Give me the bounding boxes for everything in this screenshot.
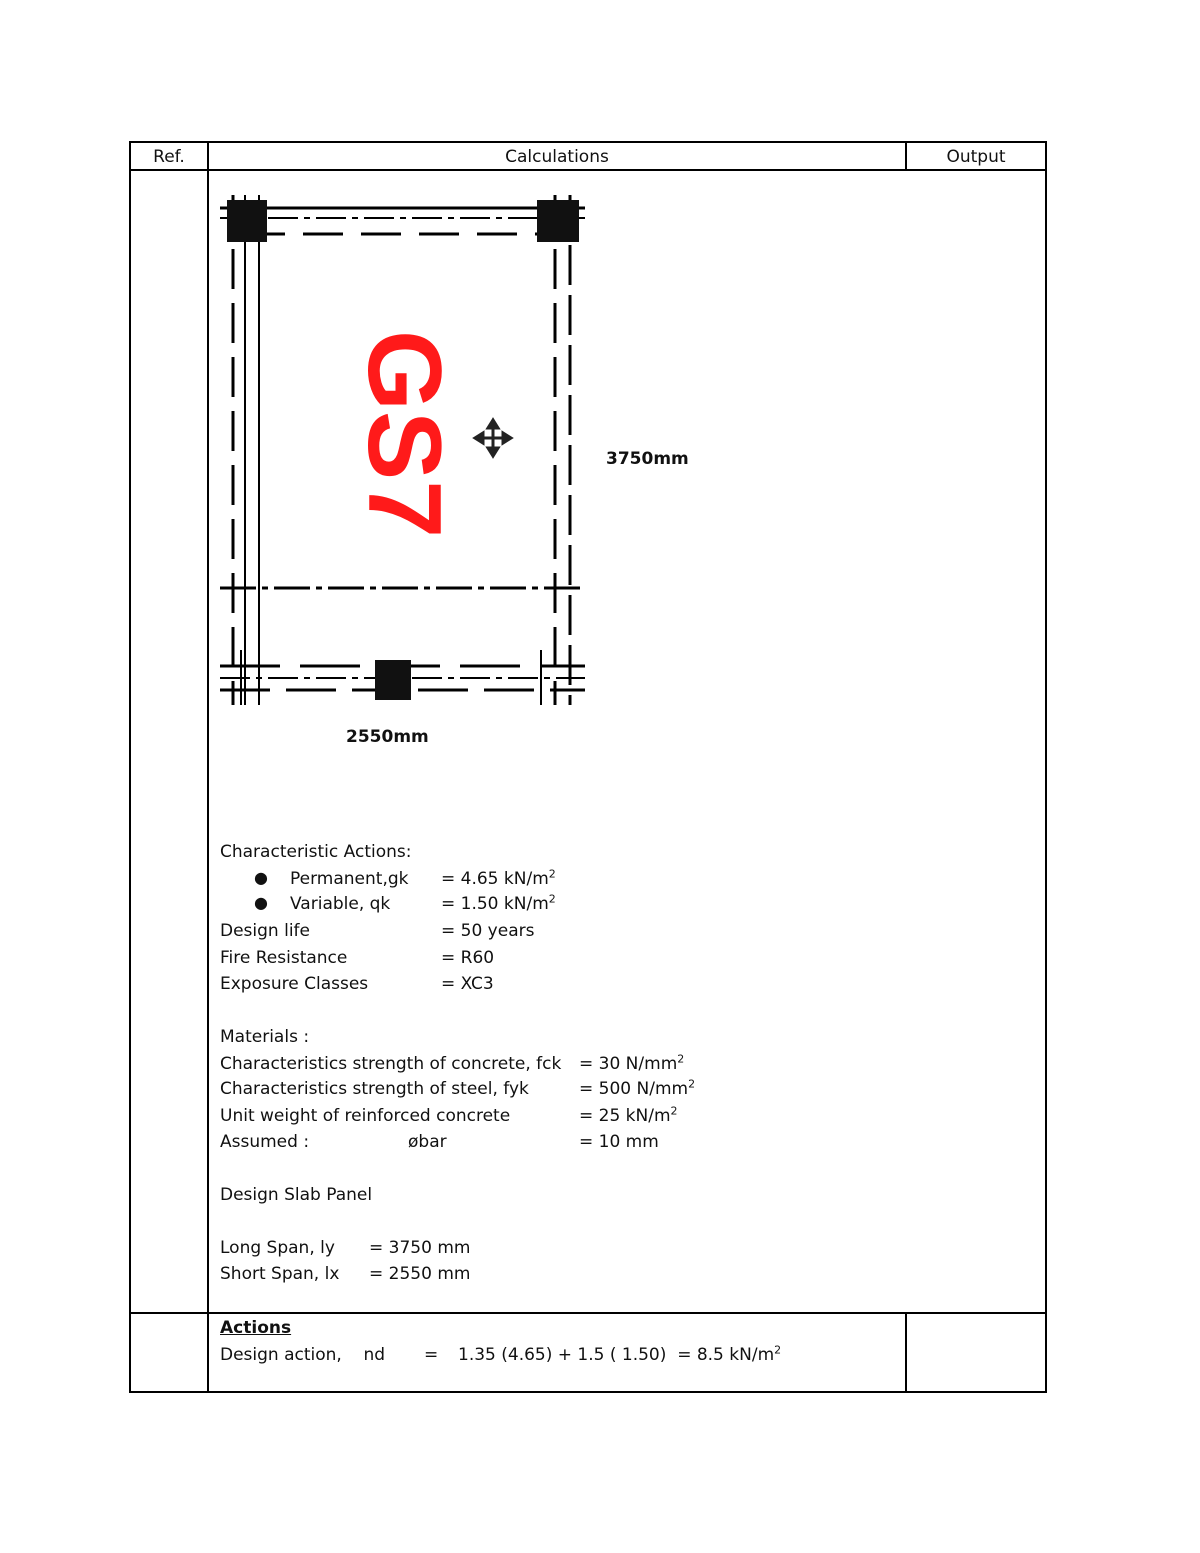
- panel-label: GS7: [346, 330, 462, 539]
- actions-heading: Actions: [220, 1318, 292, 1338]
- fyk-value: = 500 $N/mm^2$: [579, 1077, 696, 1099]
- table-bottom-border: [129, 1391, 1047, 1393]
- table-left-border: [129, 141, 131, 1393]
- column-top-right: [537, 200, 579, 242]
- short-dimension-label: 2550mm: [346, 727, 429, 747]
- long-dimension-label: 3750mm: [606, 449, 689, 469]
- bullet-icon: ●: [254, 893, 268, 912]
- design-slab-heading: Design Slab Panel: [220, 1185, 373, 1205]
- row-divider: [129, 1312, 1047, 1314]
- long-span-label: Long Span, ly: [220, 1238, 335, 1258]
- design-action-expression: 1.35 (4.65) + 1.5 ( 1.50) = 8.5 $kN/m^2$: [458, 1343, 782, 1365]
- unit-weight-value: = 25 $kN/m^2$: [579, 1104, 678, 1126]
- fck-value: = 30 $N/mm^2$: [579, 1052, 685, 1074]
- permanent-value: = 4.65 $kN/m^2$: [441, 867, 556, 889]
- header-calculations: Calculations: [505, 147, 609, 167]
- output-column-divider-bottom: [905, 1312, 907, 1393]
- bullet-icon: ●: [254, 868, 268, 887]
- unit-weight-label: Unit weight of reinforced concrete: [220, 1106, 511, 1126]
- ref-column-divider: [207, 141, 209, 1393]
- column-top-left: [227, 200, 267, 242]
- variable-value: = 1.50 $kN/m^2$: [441, 892, 556, 914]
- fire-resistance-value: = R60: [441, 948, 495, 968]
- column-bottom-middle: [375, 660, 411, 700]
- table-top-border: [129, 141, 1047, 143]
- assumed-label: Assumed :: [220, 1132, 310, 1152]
- permanent-label: Permanent,gk: [290, 869, 409, 889]
- fck-label: Characteristics strength of concrete, fck: [220, 1054, 562, 1074]
- variable-label: Variable, qk: [290, 894, 391, 914]
- fire-resistance-label: Fire Resistance: [220, 948, 348, 968]
- assumed-symbol: øbar: [408, 1132, 447, 1152]
- exposure-classes-label: Exposure Classes: [220, 974, 369, 994]
- header-output: Output: [946, 147, 1006, 167]
- table-right-border: [1045, 141, 1047, 1393]
- characteristic-actions-heading: Characteristic Actions:: [220, 842, 412, 862]
- design-life-label: Design life: [220, 921, 310, 941]
- long-span-value: = 3750 mm: [369, 1238, 471, 1258]
- design-life-value: = 50 years: [441, 921, 535, 941]
- short-span-value: = 2550 mm: [369, 1264, 471, 1284]
- header-ref: Ref.: [153, 147, 185, 167]
- slab-panel-drawing: [215, 190, 595, 710]
- materials-heading: Materials :: [220, 1027, 310, 1047]
- move-cross-icon: [475, 420, 511, 456]
- design-action-label: Design action, nd: [220, 1345, 386, 1365]
- assumed-value: = 10 mm: [579, 1132, 659, 1152]
- short-span-label: Short Span, lx: [220, 1264, 340, 1284]
- design-action-equals: =: [424, 1345, 439, 1365]
- exposure-classes-value: = XC3: [441, 974, 494, 994]
- fyk-label: Characteristics strength of steel, fyk: [220, 1079, 529, 1099]
